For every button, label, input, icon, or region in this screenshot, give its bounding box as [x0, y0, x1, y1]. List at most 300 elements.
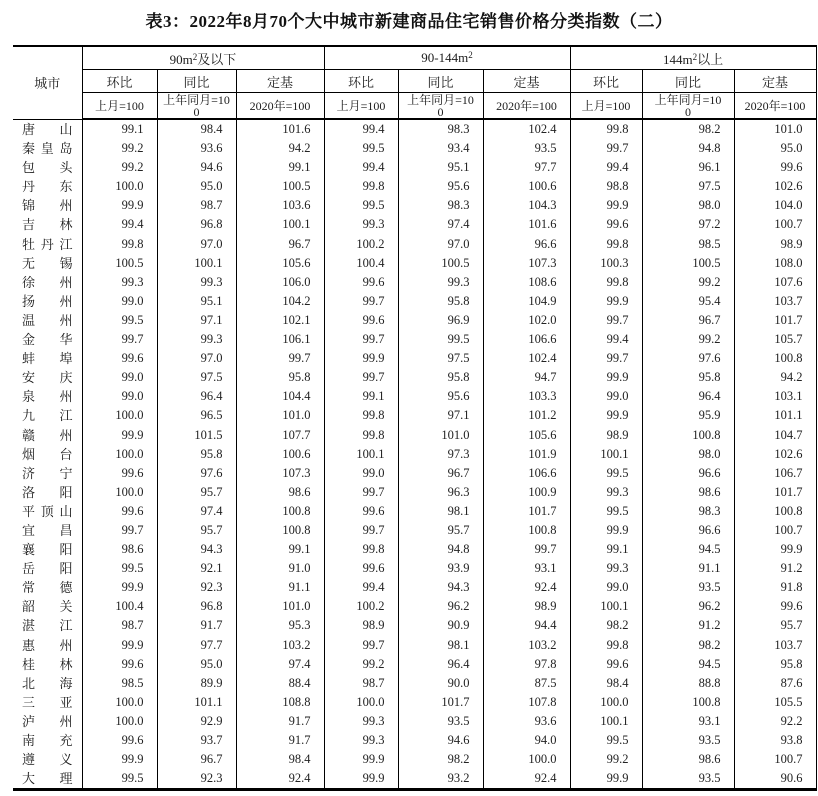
index-value: 92.2 — [734, 712, 816, 731]
index-value: 95.8 — [734, 655, 816, 674]
index-value: 99.8 — [82, 235, 157, 254]
city-name — [13, 235, 82, 254]
metric-label-yoy: 同比 — [642, 70, 734, 93]
index-value: 100.0 — [483, 750, 570, 769]
index-value: 100.6 — [236, 445, 324, 464]
index-value: 105.5 — [734, 693, 816, 712]
index-value: 107.6 — [734, 273, 816, 292]
index-value: 99.3 — [398, 273, 483, 292]
city-name-text: 宜昌 — [22, 522, 73, 538]
index-value: 99.4 — [324, 119, 398, 139]
index-value: 99.9 — [570, 521, 642, 540]
index-value: 101.0 — [236, 406, 324, 425]
table-row — [13, 483, 816, 502]
index-value: 100.8 — [236, 502, 324, 521]
city-name-text: 惠州 — [22, 637, 73, 653]
index-value: 99.9 — [82, 750, 157, 769]
index-value: 96.6 — [642, 521, 734, 540]
index-value: 99.4 — [324, 578, 398, 597]
index-value: 100.0 — [570, 693, 642, 712]
city-name-text: 北海 — [22, 675, 73, 691]
table-row — [13, 368, 816, 387]
index-value: 98.9 — [324, 616, 398, 635]
index-value: 94.0 — [483, 731, 570, 750]
index-value: 99.1 — [324, 387, 398, 406]
city-name-text: 湛江 — [22, 618, 73, 634]
city-name — [13, 693, 82, 712]
index-value: 96.9 — [398, 311, 483, 330]
index-value: 94.5 — [642, 655, 734, 674]
index-value: 100.8 — [734, 502, 816, 521]
index-value: 96.5 — [157, 406, 236, 425]
index-value: 98.1 — [398, 636, 483, 655]
city-name-text: 包头 — [22, 160, 73, 176]
index-value: 97.1 — [398, 406, 483, 425]
index-value: 99.3 — [570, 483, 642, 502]
index-value: 100.1 — [324, 445, 398, 464]
index-value: 99.0 — [570, 387, 642, 406]
index-value: 99.6 — [82, 731, 157, 750]
index-value: 92.3 — [157, 769, 236, 790]
index-value: 101.1 — [157, 693, 236, 712]
index-value: 96.2 — [642, 597, 734, 616]
index-value: 99.5 — [324, 139, 398, 158]
index-value: 96.8 — [157, 597, 236, 616]
index-value: 106.7 — [734, 464, 816, 483]
index-value: 98.3 — [398, 196, 483, 215]
index-value: 91.2 — [734, 559, 816, 578]
index-value: 98.3 — [398, 119, 483, 139]
index-value: 97.7 — [157, 636, 236, 655]
index-value: 89.9 — [157, 674, 236, 693]
index-value: 99.8 — [324, 177, 398, 196]
city-name-text: 温州 — [22, 312, 73, 328]
index-value: 95.7 — [398, 521, 483, 540]
index-value: 97.2 — [642, 215, 734, 234]
index-value: 93.5 — [398, 712, 483, 731]
index-value: 95.8 — [398, 368, 483, 387]
index-value: 108.6 — [483, 273, 570, 292]
city-name — [13, 177, 82, 196]
index-value: 100.8 — [483, 521, 570, 540]
index-value: 98.6 — [642, 750, 734, 769]
index-value: 97.3 — [398, 445, 483, 464]
city-name-text: 泉州 — [22, 389, 73, 405]
index-value: 95.0 — [734, 139, 816, 158]
index-value: 92.9 — [157, 712, 236, 731]
city-name — [13, 521, 82, 540]
index-value: 97.1 — [157, 311, 236, 330]
group-header-90-144 — [324, 46, 570, 70]
index-value: 99.4 — [570, 158, 642, 177]
index-value: 96.4 — [157, 387, 236, 406]
table-row — [13, 119, 816, 139]
index-value: 100.2 — [324, 235, 398, 254]
index-value: 96.8 — [157, 215, 236, 234]
index-value: 97.4 — [398, 215, 483, 234]
city-name-text: 牡丹江 — [22, 236, 73, 252]
table-row — [13, 196, 816, 215]
index-value: 99.2 — [82, 158, 157, 177]
index-value: 99.8 — [570, 235, 642, 254]
index-value: 95.8 — [236, 368, 324, 387]
index-value: 96.4 — [642, 387, 734, 406]
index-value: 97.7 — [483, 158, 570, 177]
base-label-fixed: 2020年=100 — [236, 93, 324, 120]
base-label-yoy-line1: 上年同月=10 — [163, 92, 230, 107]
index-value: 93.1 — [483, 559, 570, 578]
index-value: 104.0 — [734, 196, 816, 215]
index-value: 104.3 — [483, 196, 570, 215]
index-value: 93.7 — [157, 731, 236, 750]
index-value: 99.9 — [324, 769, 398, 790]
index-value: 101.7 — [734, 483, 816, 502]
index-value: 99.5 — [82, 311, 157, 330]
index-value: 107.7 — [236, 426, 324, 445]
index-value: 99.6 — [570, 215, 642, 234]
base-label-mom: 上月=100 — [82, 93, 157, 120]
index-value: 99.9 — [570, 292, 642, 311]
index-value: 98.9 — [570, 426, 642, 445]
metric-label-yoy: 同比 — [398, 70, 483, 93]
index-value: 87.6 — [734, 674, 816, 693]
index-value: 99.2 — [570, 750, 642, 769]
city-name-text: 韶关 — [22, 599, 73, 615]
city-name — [13, 311, 82, 330]
index-value: 96.7 — [236, 235, 324, 254]
city-name-text: 大理 — [22, 771, 73, 787]
table-row — [13, 521, 816, 540]
table-row — [13, 464, 816, 483]
index-value: 98.2 — [398, 750, 483, 769]
index-value: 99.7 — [324, 636, 398, 655]
index-value: 98.9 — [734, 235, 816, 254]
index-value: 101.2 — [483, 406, 570, 425]
index-value: 107.3 — [483, 254, 570, 273]
city-name — [13, 368, 82, 387]
city-name — [13, 254, 82, 273]
index-value: 94.2 — [734, 368, 816, 387]
index-value: 100.5 — [82, 254, 157, 273]
index-value: 108.0 — [734, 254, 816, 273]
index-value: 95.1 — [157, 292, 236, 311]
table-row — [13, 655, 816, 674]
index-value: 96.4 — [398, 655, 483, 674]
metric-label-fixed-base: 定基 — [236, 70, 324, 93]
city-name — [13, 464, 82, 483]
index-value: 95.8 — [398, 292, 483, 311]
index-value: 96.7 — [157, 750, 236, 769]
index-value: 96.3 — [398, 483, 483, 502]
city-name — [13, 559, 82, 578]
index-value: 100.6 — [483, 177, 570, 196]
index-value: 95.0 — [157, 177, 236, 196]
index-value: 95.9 — [642, 406, 734, 425]
index-value: 93.5 — [483, 139, 570, 158]
table-row — [13, 445, 816, 464]
table-row — [13, 693, 816, 712]
city-name — [13, 750, 82, 769]
city-name-text: 锦州 — [22, 198, 73, 214]
index-value: 100.1 — [570, 712, 642, 731]
index-value: 99.1 — [236, 540, 324, 559]
index-value: 98.6 — [642, 483, 734, 502]
city-name — [13, 406, 82, 425]
index-value: 90.6 — [734, 769, 816, 790]
index-value: 95.0 — [157, 655, 236, 674]
index-value: 101.5 — [157, 426, 236, 445]
city-name-text: 遵义 — [22, 752, 73, 768]
index-value: 105.6 — [483, 426, 570, 445]
index-value: 96.7 — [398, 464, 483, 483]
index-value: 100.9 — [483, 483, 570, 502]
index-value: 99.6 — [324, 273, 398, 292]
city-name-text: 洛阳 — [22, 484, 73, 500]
index-value: 100.1 — [236, 215, 324, 234]
index-value: 99.9 — [82, 426, 157, 445]
index-value: 99.9 — [734, 540, 816, 559]
table-title: 表3：2022年8月70个大中城市新建商品住宅销售价格分类指数（二） — [145, 12, 673, 31]
index-value: 99.7 — [324, 521, 398, 540]
index-value: 99.5 — [82, 559, 157, 578]
metric-label-fixed-base: 定基 — [734, 70, 816, 93]
index-value: 99.2 — [82, 139, 157, 158]
index-value: 98.4 — [570, 674, 642, 693]
metric-label-mom: 环比 — [324, 70, 398, 93]
city-name — [13, 158, 82, 177]
table-row — [13, 254, 816, 273]
index-value: 100.0 — [82, 712, 157, 731]
base-label-yoy — [157, 93, 236, 120]
index-value: 100.5 — [642, 254, 734, 273]
index-value: 99.9 — [570, 196, 642, 215]
city-name — [13, 540, 82, 559]
index-value: 99.7 — [483, 540, 570, 559]
city-name — [13, 712, 82, 731]
table-row — [13, 750, 816, 769]
index-value: 97.5 — [642, 177, 734, 196]
index-value: 92.3 — [157, 578, 236, 597]
index-value: 97.4 — [157, 502, 236, 521]
table-row — [13, 616, 816, 635]
group-header-90-and-below — [82, 46, 324, 70]
index-value: 99.3 — [324, 712, 398, 731]
index-value: 99.7 — [324, 292, 398, 311]
index-value: 94.6 — [398, 731, 483, 750]
index-value: 98.6 — [236, 483, 324, 502]
index-value: 99.8 — [324, 540, 398, 559]
index-value: 102.6 — [734, 445, 816, 464]
group-header-144-above — [570, 46, 816, 70]
index-value: 99.1 — [570, 540, 642, 559]
index-value: 99.7 — [570, 349, 642, 368]
index-value: 100.0 — [82, 483, 157, 502]
index-value: 104.9 — [483, 292, 570, 311]
index-value: 103.2 — [236, 636, 324, 655]
index-value: 100.5 — [398, 254, 483, 273]
city-name-text: 平顶山 — [22, 503, 73, 519]
index-value: 99.8 — [570, 119, 642, 139]
index-value: 99.3 — [570, 559, 642, 578]
index-value: 106.0 — [236, 273, 324, 292]
index-value: 99.3 — [157, 330, 236, 349]
index-value: 99.0 — [82, 292, 157, 311]
index-value: 94.3 — [157, 540, 236, 559]
city-name-text: 赣州 — [22, 427, 73, 443]
index-value: 93.8 — [734, 731, 816, 750]
index-value: 97.4 — [236, 655, 324, 674]
index-value: 99.2 — [642, 330, 734, 349]
index-value: 96.2 — [398, 597, 483, 616]
index-value: 100.8 — [642, 426, 734, 445]
index-value: 99.8 — [570, 273, 642, 292]
index-value: 100.1 — [570, 597, 642, 616]
table-row — [13, 311, 816, 330]
index-value: 104.7 — [734, 426, 816, 445]
index-value: 99.8 — [324, 426, 398, 445]
index-value: 101.0 — [734, 119, 816, 139]
base-label-yoy — [398, 93, 483, 120]
index-value: 95.7 — [734, 616, 816, 635]
index-value: 99.7 — [324, 330, 398, 349]
index-value: 99.2 — [642, 273, 734, 292]
index-value: 95.6 — [398, 387, 483, 406]
index-value: 99.4 — [570, 330, 642, 349]
index-value: 100.8 — [236, 521, 324, 540]
index-value: 100.7 — [734, 215, 816, 234]
index-value: 92.4 — [483, 578, 570, 597]
city-name-text: 常德 — [22, 580, 73, 596]
index-value: 96.1 — [642, 158, 734, 177]
city-name-text: 吉林 — [22, 217, 73, 233]
index-value: 91.1 — [642, 559, 734, 578]
index-value: 99.9 — [82, 578, 157, 597]
city-name-text: 扬州 — [22, 293, 73, 309]
index-value: 102.6 — [734, 177, 816, 196]
city-name-text: 九江 — [22, 408, 73, 424]
city-name — [13, 139, 82, 158]
index-value: 98.2 — [570, 616, 642, 635]
index-value: 93.5 — [642, 769, 734, 790]
index-value: 92.1 — [157, 559, 236, 578]
table-row — [13, 674, 816, 693]
table-row — [13, 273, 816, 292]
index-value: 100.4 — [324, 254, 398, 273]
base-label-yoy-line1: 上年同月=10 — [654, 92, 722, 107]
index-value: 101.7 — [734, 311, 816, 330]
index-value: 100.7 — [734, 750, 816, 769]
table-body — [13, 119, 816, 790]
index-value: 100.0 — [324, 693, 398, 712]
index-value: 101.0 — [398, 426, 483, 445]
index-value: 98.8 — [570, 177, 642, 196]
city-name-text: 泸州 — [22, 713, 73, 729]
metric-label-mom: 环比 — [570, 70, 642, 93]
city-name — [13, 502, 82, 521]
index-value: 100.7 — [734, 521, 816, 540]
index-value: 99.3 — [324, 731, 398, 750]
table-row — [13, 406, 816, 425]
index-value: 107.3 — [236, 464, 324, 483]
city-name — [13, 349, 82, 368]
index-value: 97.0 — [157, 349, 236, 368]
index-value: 99.6 — [82, 655, 157, 674]
index-value: 98.3 — [642, 502, 734, 521]
index-value: 97.6 — [642, 349, 734, 368]
index-value: 99.7 — [82, 330, 157, 349]
index-value: 98.7 — [157, 196, 236, 215]
index-value: 93.2 — [398, 769, 483, 790]
index-value: 93.5 — [642, 731, 734, 750]
index-value: 99.3 — [157, 273, 236, 292]
index-value: 99.6 — [570, 655, 642, 674]
index-value: 100.8 — [734, 349, 816, 368]
index-value: 99.9 — [82, 196, 157, 215]
index-value: 99.0 — [82, 368, 157, 387]
index-value: 98.9 — [483, 597, 570, 616]
index-value: 99.5 — [570, 731, 642, 750]
index-value: 101.6 — [483, 215, 570, 234]
city-column-header: 城市 — [13, 46, 82, 119]
index-value: 99.5 — [570, 464, 642, 483]
group-size-suffix: 以上 — [697, 51, 724, 67]
index-value: 95.8 — [642, 368, 734, 387]
city-name — [13, 655, 82, 674]
superscript-2: 2 — [468, 50, 473, 60]
index-value: 99.5 — [398, 330, 483, 349]
city-name — [13, 330, 82, 349]
index-value: 91.0 — [236, 559, 324, 578]
index-value: 100.1 — [157, 254, 236, 273]
table-row — [13, 215, 816, 234]
index-value: 98.2 — [642, 636, 734, 655]
index-value: 99.4 — [82, 215, 157, 234]
index-value: 88.4 — [236, 674, 324, 693]
index-value: 105.7 — [734, 330, 816, 349]
city-name-text: 唐山 — [22, 121, 73, 137]
index-value: 100.0 — [82, 177, 157, 196]
index-value: 93.1 — [642, 712, 734, 731]
index-value: 98.4 — [236, 750, 324, 769]
city-name — [13, 387, 82, 406]
index-value: 93.6 — [483, 712, 570, 731]
table-row — [13, 292, 816, 311]
table-row — [13, 502, 816, 521]
index-value: 99.8 — [570, 636, 642, 655]
city-name-text: 桂林 — [22, 656, 73, 672]
index-value: 106.6 — [483, 464, 570, 483]
group-size-text: 90m — [169, 51, 193, 67]
index-value: 98.7 — [324, 674, 398, 693]
index-value: 97.6 — [157, 464, 236, 483]
city-name — [13, 273, 82, 292]
index-value: 96.6 — [642, 464, 734, 483]
index-value: 99.7 — [324, 483, 398, 502]
index-value: 101.0 — [236, 597, 324, 616]
index-value: 99.7 — [570, 139, 642, 158]
index-value: 99.5 — [324, 196, 398, 215]
index-value: 103.7 — [734, 292, 816, 311]
index-value: 97.0 — [157, 235, 236, 254]
index-value: 99.1 — [82, 119, 157, 139]
index-value: 99.7 — [236, 349, 324, 368]
index-value: 99.7 — [324, 368, 398, 387]
index-value: 94.5 — [642, 540, 734, 559]
index-value: 94.6 — [157, 158, 236, 177]
index-value: 95.3 — [236, 616, 324, 635]
index-value: 90.9 — [398, 616, 483, 635]
index-value: 87.5 — [483, 674, 570, 693]
